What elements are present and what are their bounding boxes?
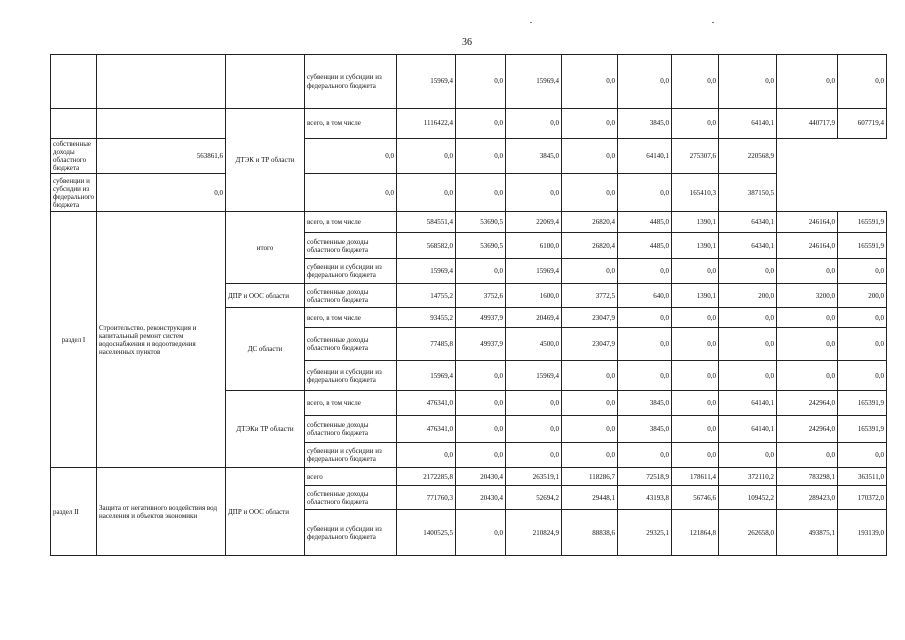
value-cell: 64140,1: [719, 109, 777, 139]
value-cell: 3772,5: [562, 284, 618, 308]
value-cell: 0,0: [618, 174, 672, 212]
value-cell: 0,0: [719, 328, 777, 361]
value-cell: 640,0: [618, 284, 672, 308]
scan-speck: [712, 22, 714, 23]
value-cell: 0,0: [672, 328, 719, 361]
value-cell: 0,0: [618, 443, 672, 468]
empty-cell: [51, 55, 97, 109]
value-cell: 0,0: [777, 55, 838, 109]
value-cell: 0,0: [618, 308, 672, 328]
budget-table: [50, 54, 887, 556]
value-cell: 165391,9: [838, 391, 887, 416]
funding-source-label: собственные доходы областного бюджета: [305, 328, 397, 361]
table-row: [51, 55, 887, 109]
value-cell: 56746,6: [672, 486, 719, 510]
responsible-cell: итого: [226, 212, 305, 284]
value-cell: 0,0: [562, 139, 618, 174]
empty-cell: [97, 55, 226, 109]
value-cell: 2172285,8: [397, 468, 456, 486]
table-row: [51, 212, 887, 233]
value-cell: 53690,5: [456, 233, 506, 259]
value-cell: 0,0: [618, 361, 672, 391]
table-row: [51, 468, 887, 486]
value-cell: 262658,0: [719, 510, 777, 556]
value-cell: 771760,3: [397, 486, 456, 510]
value-cell: 0,0: [618, 259, 672, 284]
value-cell: 3845,0: [618, 109, 672, 139]
value-cell: 0,0: [838, 328, 887, 361]
value-cell: 0,0: [456, 109, 506, 139]
value-cell: 0,0: [397, 443, 456, 468]
funding-source-label: субвенции и субсидии из федерального бюджета: [305, 443, 397, 468]
value-cell: 363511,0: [838, 468, 887, 486]
value-cell: 109452,2: [719, 486, 777, 510]
value-cell: 0,0: [562, 443, 618, 468]
value-cell: 493875,1: [777, 510, 838, 556]
value-cell: 275307,6: [672, 139, 719, 174]
value-cell: 0,0: [562, 416, 618, 443]
empty-cell: [51, 109, 97, 139]
value-cell: 200,0: [719, 284, 777, 308]
value-cell: 0,0: [562, 174, 618, 212]
value-cell: 0,0: [506, 391, 562, 416]
value-cell: 0,0: [618, 328, 672, 361]
value-cell: 23047,9: [562, 308, 618, 328]
value-cell: 0,0: [506, 174, 562, 212]
section-title-cell: Защита от негативного воздействия вод населения и объектов экономики: [97, 468, 226, 556]
value-cell: 15969,4: [397, 259, 456, 284]
value-cell: 0,0: [672, 416, 719, 443]
value-cell: 289423,0: [777, 486, 838, 510]
page-number: 36: [462, 37, 472, 48]
value-cell: 3845,0: [618, 416, 672, 443]
value-cell: 29448,1: [562, 486, 618, 510]
value-cell: 200,0: [838, 284, 887, 308]
value-cell: 52694,2: [506, 486, 562, 510]
funding-source-label: субвенции и субсидии из федерального бюджета: [51, 174, 97, 212]
value-cell: 0,0: [456, 443, 506, 468]
value-cell: 93455,2: [397, 308, 456, 328]
value-cell: 22069,4: [506, 212, 562, 233]
funding-source-label: всего, в том числе: [305, 109, 397, 139]
value-cell: 0,0: [838, 443, 887, 468]
funding-source-label: собственные доходы областного бюджета: [51, 139, 97, 174]
funding-source-label: субвенции и субсидии из федерального бюджета: [305, 259, 397, 284]
value-cell: 0,0: [97, 174, 226, 212]
value-cell: 15969,4: [506, 361, 562, 391]
value-cell: 440717,9: [777, 109, 838, 139]
value-cell: 3200,0: [777, 284, 838, 308]
value-cell: 165410,3: [672, 174, 719, 212]
value-cell: 0,0: [719, 259, 777, 284]
value-cell: 0,0: [562, 259, 618, 284]
value-cell: 783298,1: [777, 468, 838, 486]
value-cell: 1390,1: [672, 233, 719, 259]
value-cell: 563861,6: [97, 139, 226, 174]
section-code-cell: раздел I: [51, 212, 97, 468]
value-cell: 246164,0: [777, 233, 838, 259]
responsible-cell: ДПР и ООС области: [226, 468, 305, 556]
value-cell: 170372,0: [838, 486, 887, 510]
value-cell: 0,0: [562, 109, 618, 139]
value-cell: 193139,0: [838, 510, 887, 556]
value-cell: 0,0: [456, 416, 506, 443]
value-cell: 0,0: [562, 361, 618, 391]
value-cell: 0,0: [777, 361, 838, 391]
empty-cell: [226, 55, 305, 109]
funding-source-label: всего, в том числе: [305, 212, 397, 233]
value-cell: 23047,9: [562, 328, 618, 361]
value-cell: 26820,4: [562, 233, 618, 259]
value-cell: 0,0: [838, 308, 887, 328]
value-cell: 3752,6: [456, 284, 506, 308]
value-cell: 15969,4: [506, 55, 562, 109]
value-cell: 263519,1: [506, 468, 562, 486]
value-cell: 3845,0: [618, 391, 672, 416]
funding-source-label: собственные доходы областного бюджета: [305, 233, 397, 259]
value-cell: 476341,0: [397, 391, 456, 416]
value-cell: 0,0: [672, 361, 719, 391]
value-cell: 15969,4: [397, 361, 456, 391]
value-cell: 0,0: [456, 259, 506, 284]
value-cell: 118286,7: [562, 468, 618, 486]
value-cell: 0,0: [305, 139, 397, 174]
value-cell: 165391,9: [838, 416, 887, 443]
value-cell: 1390,1: [672, 212, 719, 233]
responsible-cell: ДС области: [226, 308, 305, 391]
section-title-cell: Строительство, реконструкция и капитальный ремонт систем водоснабжения и водоотведения населенных пунктов: [97, 212, 226, 468]
value-cell: 1600,0: [506, 284, 562, 308]
value-cell: 0,0: [305, 174, 397, 212]
funding-source-label: субвенции и субсидии из федерального бюджета: [305, 361, 397, 391]
value-cell: 15969,4: [506, 259, 562, 284]
empty-cell: [97, 109, 226, 139]
value-cell: 476341,0: [397, 416, 456, 443]
value-cell: 0,0: [838, 361, 887, 391]
value-cell: 0,0: [777, 443, 838, 468]
value-cell: 0,0: [672, 443, 719, 468]
value-cell: 0,0: [672, 391, 719, 416]
value-cell: 0,0: [456, 361, 506, 391]
scan-speck: [530, 22, 532, 23]
value-cell: 242964,0: [777, 416, 838, 443]
value-cell: 0,0: [672, 55, 719, 109]
value-cell: 4500,0: [506, 328, 562, 361]
table-row: [51, 139, 887, 174]
funding-source-label: всего, в том числе: [305, 308, 397, 328]
value-cell: 0,0: [777, 259, 838, 284]
value-cell: 0,0: [777, 328, 838, 361]
value-cell: 53690,5: [456, 212, 506, 233]
funding-source-label: всего, в том числе: [305, 391, 397, 416]
value-cell: 64340,1: [719, 212, 777, 233]
funding-source-label: собственные доходы областного бюджета: [305, 486, 397, 510]
value-cell: 0,0: [838, 259, 887, 284]
value-cell: 72518,9: [618, 468, 672, 486]
section-code-cell: раздел II: [51, 468, 97, 556]
value-cell: 20430,4: [456, 468, 506, 486]
table-row: [51, 109, 887, 139]
value-cell: 0,0: [456, 510, 506, 556]
funding-source-label: субвенции и субсидии из федерального бюджета: [305, 55, 397, 109]
value-cell: 29325,1: [618, 510, 672, 556]
value-cell: 178611,4: [672, 468, 719, 486]
value-cell: 584551,4: [397, 212, 456, 233]
table-row: [51, 174, 887, 212]
value-cell: 0,0: [719, 55, 777, 109]
value-cell: 242964,0: [777, 391, 838, 416]
value-cell: 26820,4: [562, 212, 618, 233]
value-cell: 88838,6: [562, 510, 618, 556]
value-cell: 15969,4: [397, 55, 456, 109]
value-cell: 0,0: [672, 308, 719, 328]
value-cell: 0,0: [838, 55, 887, 109]
value-cell: 0,0: [562, 55, 618, 109]
responsible-cell: ДТЭКи ТР области: [226, 391, 305, 468]
value-cell: 0,0: [397, 139, 456, 174]
value-cell: 0,0: [672, 109, 719, 139]
value-cell: 77485,8: [397, 328, 456, 361]
value-cell: 20469,4: [506, 308, 562, 328]
value-cell: 43193,8: [618, 486, 672, 510]
responsible-cell: ДТЭК и ТР области: [226, 109, 305, 212]
value-cell: 607719,4: [838, 109, 887, 139]
value-cell: 20430,4: [456, 486, 506, 510]
funding-source-label: субвенции и субсидии из федерального бюджета: [305, 510, 397, 556]
value-cell: 220568,9: [719, 139, 777, 174]
value-cell: 0,0: [719, 361, 777, 391]
value-cell: 121864,8: [672, 510, 719, 556]
value-cell: 0,0: [562, 391, 618, 416]
value-cell: 64140,1: [618, 139, 672, 174]
value-cell: 165591,9: [838, 212, 887, 233]
value-cell: 0,0: [456, 174, 506, 212]
value-cell: 0,0: [506, 443, 562, 468]
value-cell: 0,0: [506, 109, 562, 139]
value-cell: 0,0: [777, 308, 838, 328]
value-cell: 0,0: [672, 259, 719, 284]
value-cell: 1116422,4: [397, 109, 456, 139]
value-cell: 0,0: [456, 139, 506, 174]
value-cell: 246164,0: [777, 212, 838, 233]
value-cell: 387150,5: [719, 174, 777, 212]
funding-source-label: собственные доходы областного бюджета: [305, 284, 397, 308]
value-cell: 49937,9: [456, 328, 506, 361]
value-cell: 64140,1: [719, 416, 777, 443]
value-cell: 64340,1: [719, 233, 777, 259]
value-cell: 6100,0: [506, 233, 562, 259]
value-cell: 64140,1: [719, 391, 777, 416]
funding-source-label: собственные доходы областного бюджета: [305, 416, 397, 443]
value-cell: 1400525,5: [397, 510, 456, 556]
value-cell: 49937,9: [456, 308, 506, 328]
value-cell: 0,0: [456, 55, 506, 109]
value-cell: 0,0: [397, 174, 456, 212]
value-cell: 4485,0: [618, 212, 672, 233]
value-cell: 568582,0: [397, 233, 456, 259]
value-cell: 1390,1: [672, 284, 719, 308]
value-cell: 14755,2: [397, 284, 456, 308]
value-cell: 372110,2: [719, 468, 777, 486]
funding-source-label: всего: [305, 468, 397, 486]
responsible-cell: ДПР и ООС области: [226, 284, 305, 308]
value-cell: 0,0: [618, 55, 672, 109]
value-cell: 165591,9: [838, 233, 887, 259]
value-cell: 0,0: [719, 443, 777, 468]
value-cell: 0,0: [719, 308, 777, 328]
value-cell: 210824,9: [506, 510, 562, 556]
value-cell: 3845,0: [506, 139, 562, 174]
value-cell: 0,0: [506, 416, 562, 443]
value-cell: 0,0: [456, 391, 506, 416]
value-cell: 4485,0: [618, 233, 672, 259]
